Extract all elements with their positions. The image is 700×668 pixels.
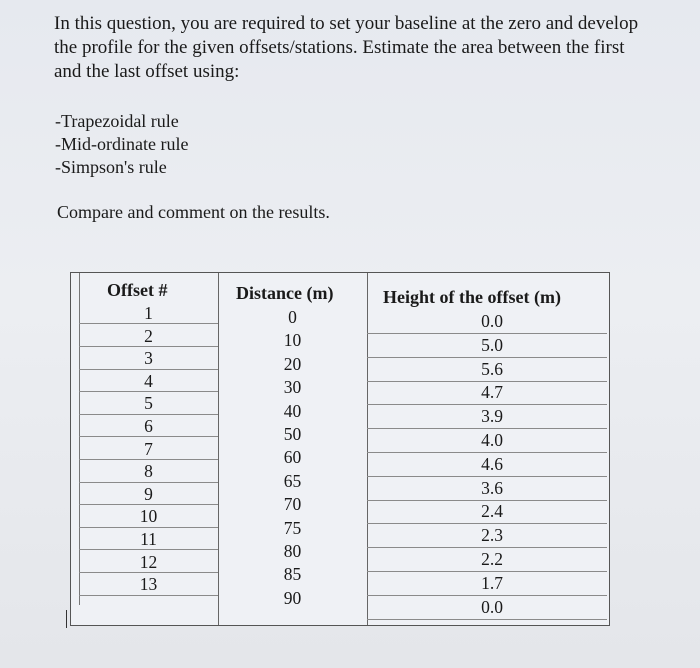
offset-cell: 6 xyxy=(79,415,218,437)
distance-cell: 30 xyxy=(283,377,302,398)
distance-cell: 10 xyxy=(283,330,302,351)
height-cell: 4.6 xyxy=(367,453,607,477)
height-cell: 2.2 xyxy=(367,548,607,572)
method-item: -Trapezoidal rule xyxy=(55,111,179,131)
distance-cell: 40 xyxy=(283,400,302,421)
distance-column xyxy=(218,273,367,625)
methods-list xyxy=(55,110,188,179)
question-text: In this question, you are required to set your baseline at the zero and develop the profile for the given offsets/stations. Estimate the area between the first and the last offset using: xyxy=(54,13,639,82)
height-cell: 3.9 xyxy=(367,405,607,429)
height-cell: 4.0 xyxy=(367,429,607,453)
height-cell: 0.0 xyxy=(367,310,607,334)
offset-cell: 3 xyxy=(79,347,218,369)
offset-cell: 12 xyxy=(79,551,218,573)
distance-cell: 50 xyxy=(283,424,302,444)
height-cell: 2.3 xyxy=(367,524,607,548)
height-column xyxy=(367,273,607,625)
height-cell: 0.0 xyxy=(367,596,607,620)
distance-cell: 0 xyxy=(288,307,297,327)
height-cell: 3.6 xyxy=(367,477,607,501)
distance-cell: 75 xyxy=(283,517,302,538)
method-item: -Simpson's rule xyxy=(55,157,167,177)
offsets-table xyxy=(70,272,610,626)
offset-header: Offset # xyxy=(107,280,168,300)
distance-cell: 85 xyxy=(283,564,302,585)
distance-cell: 65 xyxy=(283,470,302,491)
height-cell: 5.0 xyxy=(367,334,607,358)
distance-cell: 90 xyxy=(283,587,302,608)
distance-cell: 20 xyxy=(283,353,302,374)
distance-cell: 60 xyxy=(283,447,302,468)
offset-cell: 9 xyxy=(79,483,218,505)
offset-cell: 8 xyxy=(79,460,218,482)
instruction-text: Compare and comment on the results. xyxy=(57,202,330,222)
distance-header: Distance (m) xyxy=(236,283,334,303)
offset-cell: 5 xyxy=(79,392,218,414)
height-cell: 1.7 xyxy=(367,572,607,596)
distance-cell: 80 xyxy=(283,541,302,561)
offset-cell: 4 xyxy=(79,370,218,392)
offset-cell: 2 xyxy=(79,325,218,347)
height-header: Height of the offset (m) xyxy=(383,287,561,307)
offset-cell: 10 xyxy=(79,505,218,527)
distance-cell: 70 xyxy=(283,494,302,515)
offset-cell: 13 xyxy=(79,573,218,595)
offset-cell: 11 xyxy=(79,528,218,550)
height-cell: 4.7 xyxy=(367,381,607,405)
height-cell: 2.4 xyxy=(367,500,607,524)
method-item: -Mid-ordinate rule xyxy=(55,134,189,154)
text-cursor xyxy=(66,610,67,628)
offset-cell: 1 xyxy=(79,302,218,324)
offset-cell: 7 xyxy=(79,438,218,460)
height-cell: 5.6 xyxy=(367,358,607,382)
offset-column xyxy=(79,273,218,625)
